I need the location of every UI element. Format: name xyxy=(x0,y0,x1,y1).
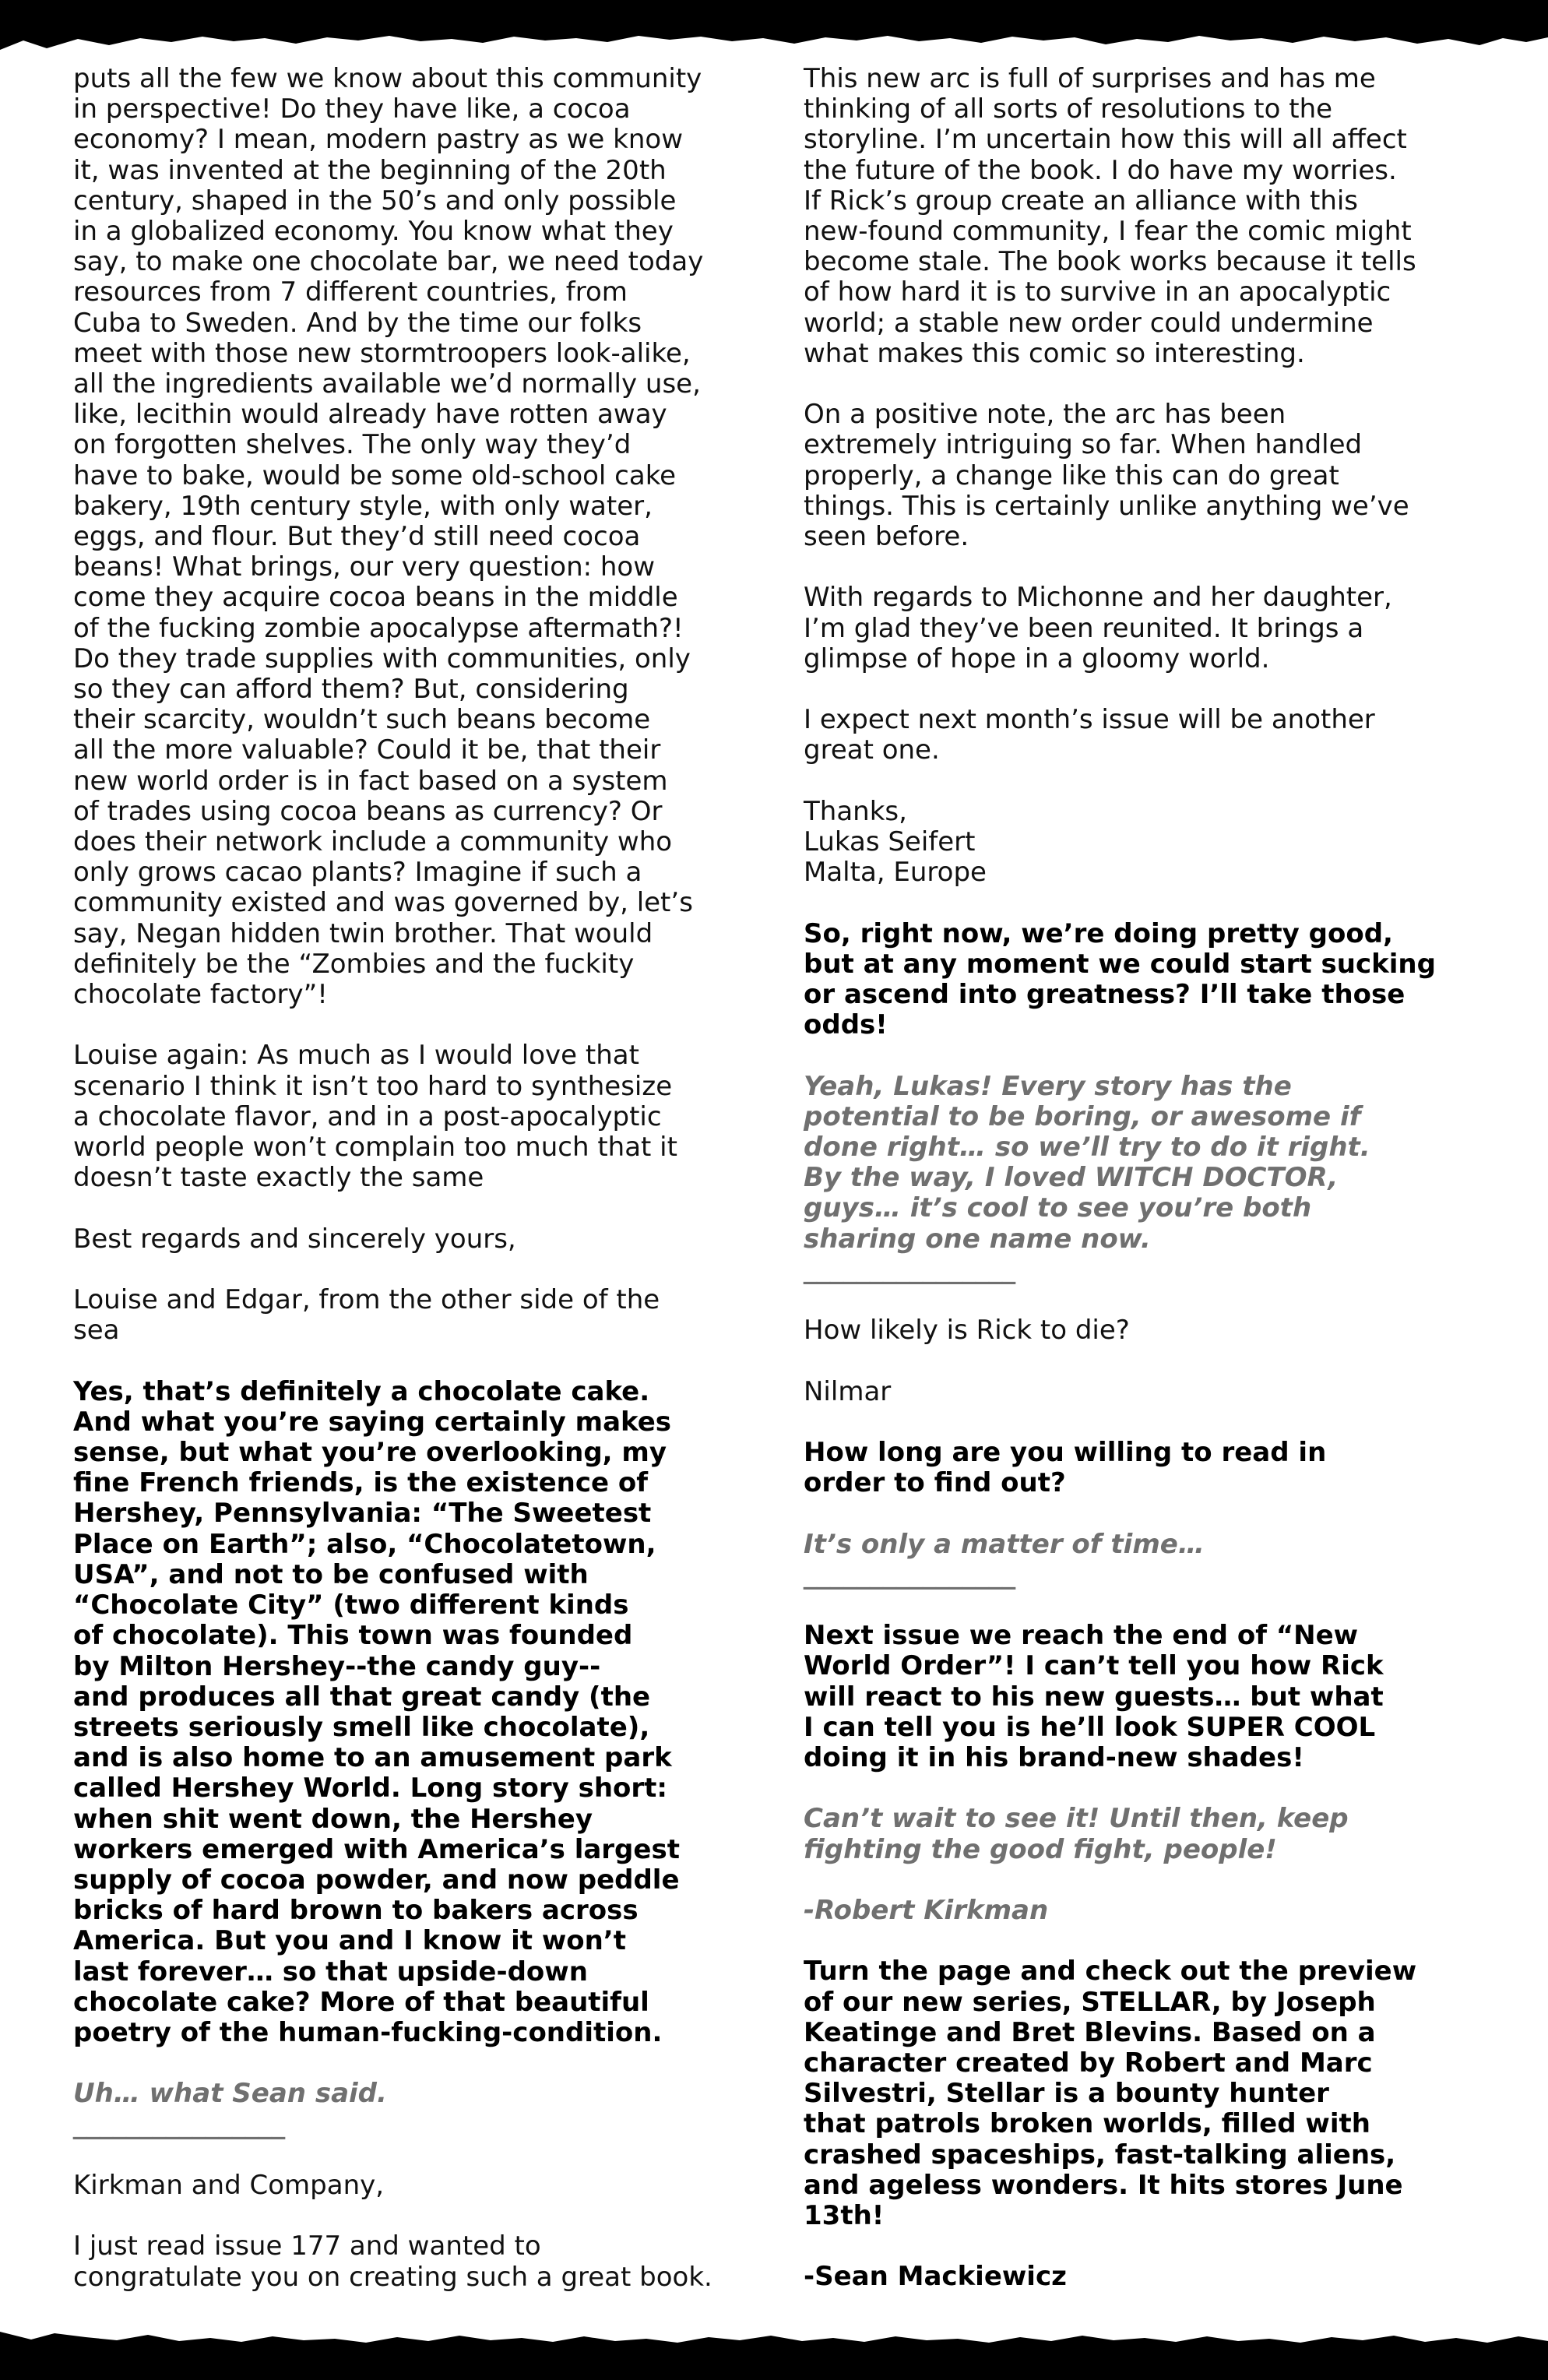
left-paragraph: Yes, that’s definitely a chocolate cake. And what you’re saying certainly makes sense, but what you’re overlooking, my fine French friends, is the existence of Hershey, Pennsylvania: “The Sweetest Place on Earth”; also, “Chocolatetown, USA”, and not to be confused with “Chocolate City” (two different kinds of chocolate). This town was founded by Milton Hershey--the candy guy-- and produces all that great candy (the streets seriously smell like chocolate), and is also home to an amusement park called Hershey World. Long story short: when shit went down, the Hershey workers emerged with America’s largest supply of cocoa powder, and now peddle bricks of hard brown to bakers across America. But you and I know it won’t last forever… so that upside-down chocolate cake? More of that beautiful poetry of the human-fucking-condition. xyxy=(73,1375,680,2048)
right-paragraph: With regards to Michonne and her daughter, I’m glad they’ve been reunited. It brings a glimpse of hope in a gloomy world. xyxy=(804,582,1392,674)
left-paragraph: Uh… what Sean said. ________________ xyxy=(73,2078,387,2140)
right-paragraph: This new arc is full of surprises and has me thinking of all sorts of resolutions to the storyline. I’m uncertain how this will all affect the future of the book. I do have my worries. If Rick’s group create an alliance with this new-found community, I fear the comic might become stale. The book works because it tells of how hard it is to survive in an apocalyptic world; a stable new order could undermine what makes this comic so interesting. xyxy=(804,63,1416,369)
letters-page xyxy=(73,64,1490,2307)
right-paragraph: Thanks, Lukas Seifert Malta, Europe xyxy=(804,795,987,889)
right-column xyxy=(804,64,1490,2307)
right-paragraph: Turn the page and check out the preview of our new series, STELLAR, by Joseph Keatinge and Bret Blevins. Based on a character created by Robert and Marc Silvestri, Stellar is a bounty hunter that patrols broken worlds, filled with crashed spaceships, fast-talking aliens, and ageless wonders. It hits stores June 13th! xyxy=(804,1956,1417,2231)
right-paragraph: It’s only a matter of time… ________________ xyxy=(804,1528,1205,1590)
left-paragraph: Kirkman and Company, xyxy=(73,2169,385,2201)
left-paragraph: Louise and Edgar, from the other side of the sea xyxy=(73,1284,660,1347)
left-paragraph: I just read issue 177 and wanted to congratulate you on creating such a great book. xyxy=(73,2230,712,2293)
right-paragraph: So, right now, we’re doing pretty good, but at any moment we could start sucking or ascend into greatness? I’ll take those odds! xyxy=(804,917,1436,1041)
right-paragraph: Yeah, Lukas! Every story has the potential to be boring, or awesome if done right… so we’ll try to do it right. By the way, I loved WITCH DOCTOR, guys… it’s cool to see you’re both sharing one name now. ________________ xyxy=(804,1070,1370,1285)
left-paragraph: Louise again: As much as I would love that scenario I think it isn’t too hard to synthesize a chocolate flavor, and in a post-apocalyptic world people won’t complain too much that it doesn’t taste exactly the same xyxy=(73,1040,677,1194)
right-paragraph: On a positive note, the arc has been extremely intriguing so far. When handled properly, a change like this can do great things. This is certainly unlike anything we’ve seen before. xyxy=(804,399,1409,553)
page-border-bottom xyxy=(0,2344,1548,2380)
left-paragraph: puts all the few we know about this community in perspective! Do they have like, a cocoa economy? I mean, modern pastry as we know it, was invented at the beginning of the 20th century, shaped in the 50’s and only possible in a globalized economy. You know what they say, to make one chocolate bar, we need today resources from 7 different countries, from Cuba to Sweden. And by the time our folks meet with those new stormtroopers look-alike, all the ingredients available we’d normally use, like, lecithin would already have rotten away on forgotten shelves. The only way they’d have to bake, would be some old-school cake bakery, 19th century style, with only water, eggs, and flour. But they’d still need cocoa beans! What brings, our very question: how come they acquire cocoa beans in the middle of the fucking zombie apocalypse aftermath?! Do they trade supplies with communities, only so they can afford them? But, considering their scarcity, wouldn’t such beans become all the more valuable? Could it be, that their new world order is in fact based on a system of trades using cocoa beans as currency? Or does their network include a community who only grows cacao plants? Imagine if such a community existed and was governed by, let’s say, Negan hidden twin brother. That would definitely be the “Zombies and the fuckity chocolate factory”! xyxy=(73,63,704,1011)
page-border-top-rough-edge xyxy=(0,31,1548,55)
right-paragraph: How likely is Rick to die? xyxy=(804,1315,1130,1347)
left-paragraph: Best regards and sincerely yours, xyxy=(73,1223,516,1255)
right-paragraph: -Robert Kirkman xyxy=(804,1894,1049,1926)
right-paragraph: I expect next month’s issue will be another great one. xyxy=(804,704,1375,766)
right-paragraph: -Sean Mackiewicz xyxy=(804,2261,1067,2293)
right-paragraph: Can’t wait to see it! Until then, keep fighting the good fight, people! xyxy=(804,1803,1349,1865)
right-paragraph: How long are you willing to read in order to find out? xyxy=(804,1437,1327,1499)
right-paragraph: Nilmar xyxy=(804,1375,892,1407)
right-paragraph: Next issue we reach the end of “New World Order”! I can’t tell you how Rick will react to his new guests… but what I can tell you is he’ll look SUPER COOL doing it in his brand-new shades! xyxy=(804,1620,1384,1773)
left-column xyxy=(73,64,760,2307)
